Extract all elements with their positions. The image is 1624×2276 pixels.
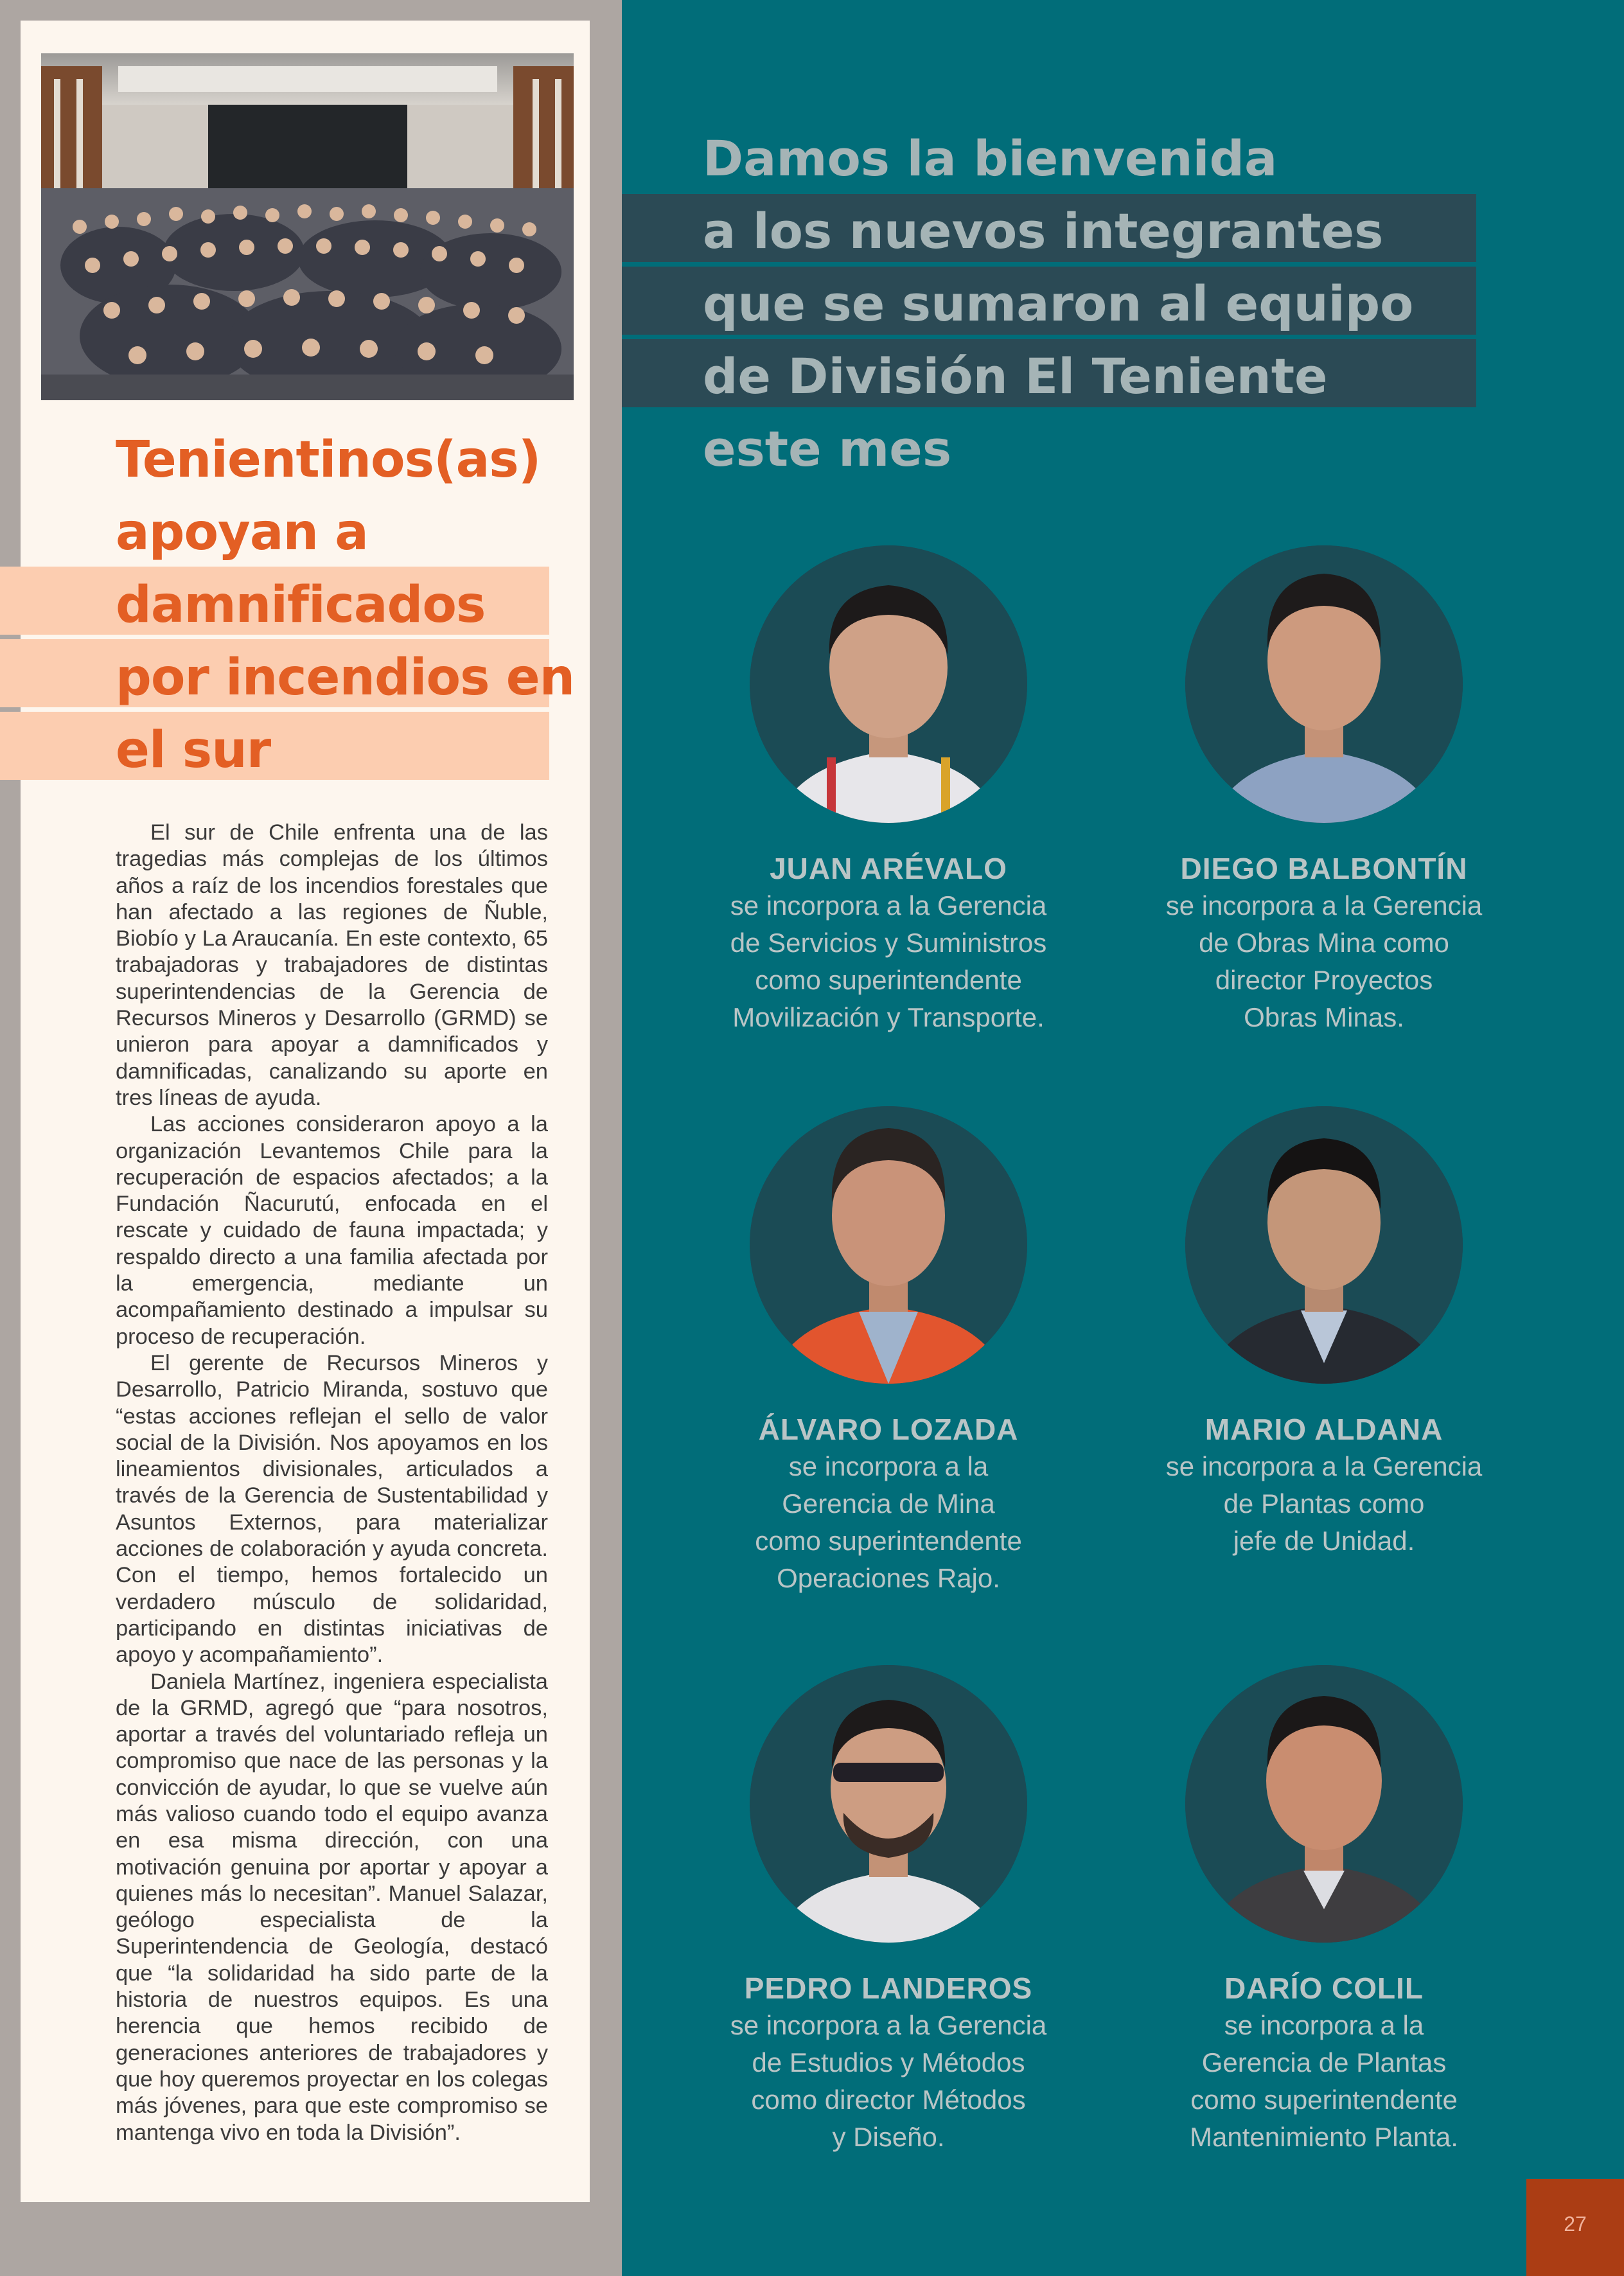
member-portrait xyxy=(750,1106,1027,1384)
page-number: 27 xyxy=(1564,2212,1587,2236)
article-paragraph: El gerente de Recursos Mineros y Desarrollo, Patricio Miranda, sostuvo que “estas acciones reflejan el sello de valor social de la División. Nos apoyamos en los lineamientos divisionales, articulados a través de la Gerencia de Sustentabilidad y Asuntos Externos, para materializar acciones de colaboración y ayuda concreta. Con el tiempo, hemos fortalecido un verdadero músculo de solidaridad, participando en distintas iniciativas de apoyo y acompañamiento”. xyxy=(116,1350,548,1668)
member-description: se incorpora a la Gerencia de Plantas como jefe de Unidad. xyxy=(1165,1451,1483,1556)
member-portrait xyxy=(750,1665,1027,1943)
member-portrait xyxy=(750,545,1027,823)
welcome-title-line: de División El Teniente xyxy=(703,348,1328,405)
member-portrait xyxy=(1185,1665,1463,1943)
article-headline xyxy=(116,424,575,787)
welcome-title-line: Damos la bienvenida xyxy=(703,130,1278,187)
welcome-title xyxy=(703,122,1474,485)
article-paragraph: Las acciones consideraron apoyo a la organización Levantemos Chile para la recuperación de espacios afectados; a la Fundación Ñacurutú, enfocada en el rescate y cuidado de fauna impactada; y respaldo directo a una familia afectada por la emergencia, mediante un acompañamiento destinado a impulsar su proceso de recuperación. xyxy=(116,1112,548,1349)
welcome-title-line: que se sumaron al equipo xyxy=(703,275,1414,332)
member-card xyxy=(689,545,1088,1036)
welcome-title-line: este mes xyxy=(703,420,952,477)
headline-line: Tenientinos(as) xyxy=(116,431,541,489)
member-description: se incorpora a la Gerencia de Obras Mina como director Proyectos Obras Minas. xyxy=(1165,890,1483,1032)
headline-line: por incendios en xyxy=(116,649,575,707)
member-card xyxy=(1125,545,1523,1036)
headline-line: el sur xyxy=(116,721,271,779)
member-portrait xyxy=(1185,545,1463,823)
article-body xyxy=(116,820,548,2146)
member-description: se incorpora a la Gerencia de Mina como superintendente Operaciones Rajo. xyxy=(755,1451,1022,1593)
member-name: PEDRO LANDEROS xyxy=(744,1972,1033,2005)
member-name: DIEGO BALBONTÍN xyxy=(1180,852,1468,885)
member-card xyxy=(689,1106,1088,1597)
member-name: MARIO ALDANA xyxy=(1205,1413,1443,1446)
member-description: se incorpora a la Gerencia de Plantas como superintendente Mantenimiento Planta. xyxy=(1190,2010,1458,2152)
member-card xyxy=(1125,1665,1523,2156)
member-name: ÁLVARO LOZADA xyxy=(758,1413,1019,1446)
headline-line: apoyan a xyxy=(116,504,368,561)
member-description: se incorpora a la Gerencia de Estudios y Métodos como director Métodos y Diseño. xyxy=(730,2010,1047,2152)
member-name: JUAN ARÉVALO xyxy=(770,852,1007,885)
member-card xyxy=(689,1665,1088,2156)
article-paragraph: El sur de Chile enfrenta una de las tragedias más complejas de los últimos años a raíz de los incendios forestales que han afectado a las regiones de Ñuble, Biobío y La Araucanía. En este contexto, 65 trabajadoras y trabajadores de distintas superintendencias de la Gerencia de Recursos Mineros y Desarrollo (GRMD) se unieron para apoyar a damnificados y damnificadas, canalizando su aporte en tres líneas de ayuda. xyxy=(116,820,548,1110)
article-paragraph: Daniela Martínez, ingeniera especialista de la GRMD, agregó que “para nosotros, aportar a través del voluntariado refleja un compromiso que nace de las personas y la convicción de ayudar, lo que se vuelve aún más valioso cuando todo el equipo avanza en esa misma dirección, con una motivación genuina por aportar y apoyar a quienes más lo necesitan”. Manuel Salazar, geólogo especialista de la Superintendencia de Geología, destacó que “la solidaridad ha sido parte de la historia de nuestros equipos. Es una herencia que hemos recibido de generaciones anteriores de trabajadores y que hoy queremos proyectar en los colegas más jóvenes, para que este compromiso se mantenga vivo en toda la División”. xyxy=(116,1669,548,2145)
group-photo xyxy=(41,53,574,400)
member-portrait xyxy=(1185,1106,1463,1384)
member-description: se incorpora a la Gerencia de Servicios y Suministros como superintendente Movilización y Transporte. xyxy=(730,890,1047,1032)
welcome-title-line: a los nuevos integrantes xyxy=(703,202,1384,260)
headline-line: damnificados xyxy=(116,576,486,634)
member-name: DARÍO COLIL xyxy=(1224,1972,1424,2005)
page-number-box xyxy=(1526,2179,1624,2276)
member-card xyxy=(1125,1106,1523,1560)
